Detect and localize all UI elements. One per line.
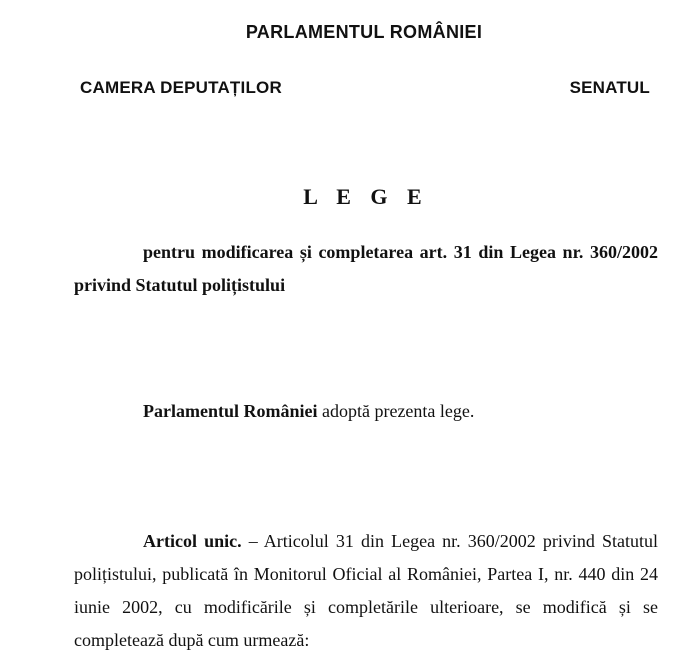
senate-label: SENATUL [569, 78, 650, 97]
adoption-rest: adoptă prezenta lege. [317, 401, 475, 421]
adoption-subject: Parlamentul României [143, 401, 318, 421]
article-text: – Articolul 31 din Legea nr. 360/2002 privind Statutul polițistului, publicată în Monitorul Oficial al României, Partea I, nr. 440 din 24 iunie 2002, cu modificările și completările ulterioare, se modifică și se completează după cum urmează: [74, 531, 658, 650]
law-title: pentru modificarea și completarea art. 31 din Legea nr. 360/2002 privind Statutul polițistului [74, 242, 658, 295]
adoption-statement [143, 398, 663, 424]
chamber-of-deputies-label: CAMERA DEPUTAȚILOR [80, 78, 282, 97]
parliament-heading: PARLAMENTUL ROMÂNIEI [245, 22, 483, 42]
law-heading: L E G E [303, 184, 429, 209]
article-label: Articol unic. [143, 531, 242, 551]
chambers-row [80, 78, 650, 98]
single-article [74, 525, 658, 657]
